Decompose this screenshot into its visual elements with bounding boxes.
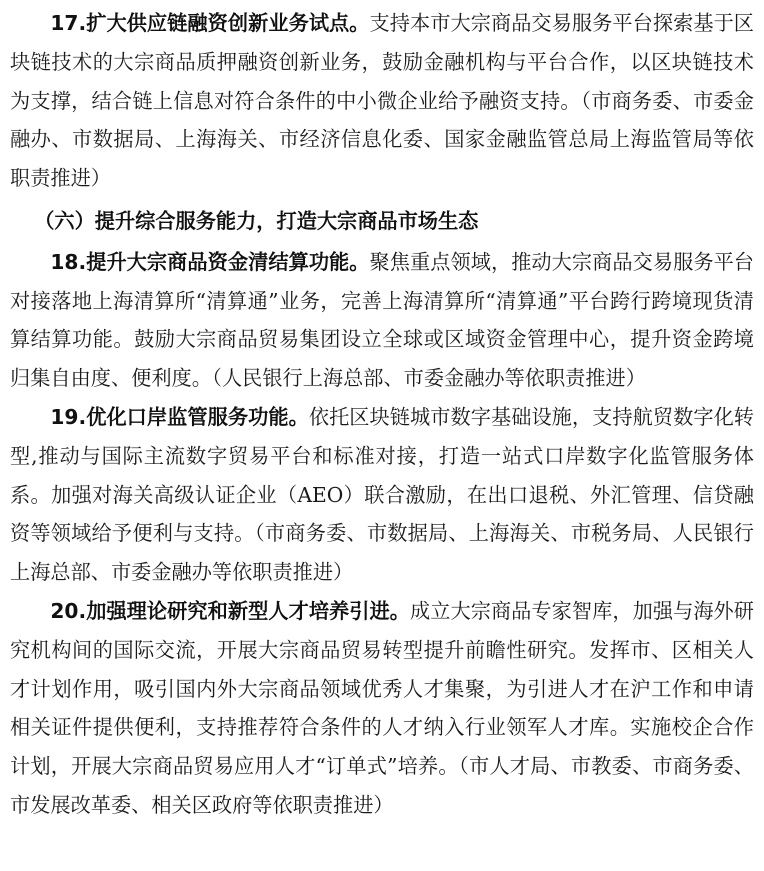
policy-item-body: 聚焦重点领域，推动大宗商品交易服务平台对接落地上海清算所“清算通”业务，完善上海清算所“清算通”平台跨行跨境现货清算结算功能。鼓励大宗商品贸易集团设立全球或区域资金管理中心，提升资金跨境归集自由度、便利度。（人民银行上海总部、市委金融办等依职责推进） bbox=[10, 249, 754, 391]
policy-item-title: 18.提升大宗商品资金清结算功能。 bbox=[50, 249, 370, 274]
policy-item-title: 20.加强理论研究和新型人才培养引进。 bbox=[50, 598, 410, 623]
policy-item-title: 19.优化口岸监管服务功能。 bbox=[50, 404, 309, 429]
section-heading: （六）提升综合服务能力，打造大宗商品市场生态 bbox=[34, 208, 479, 233]
policy-item-18 bbox=[10, 243, 754, 398]
policy-item-title: 17.扩大供应链融资创新业务试点。 bbox=[50, 11, 370, 35]
policy-item-20 bbox=[10, 592, 754, 825]
policy-item-body: 支持本市大宗商品交易服务平台探索基于区块链技术的大宗商品质押融资创新业务，鼓励金融机构与平台合作，以区块链技术为支撑，结合链上信息对符合条件的中小微企业给予融资支持。（市商务委、市委金融办、市数据局、上海海关、市经济信息化委、国家金融监管总局上海监管局等依职责推进） bbox=[10, 11, 754, 191]
policy-item-body: 成立大宗商品专家智库，加强与海外研究机构间的国际交流，开展大宗商品贸易转型提升前瞻性研究。发挥市、区相关人才计划作用，吸引国内外大宗商品领域优秀人才集聚，为引进人才在沪工作和申请相关证件提供便利，支持推荐符合条件的人才纳入行业领军人才库。实施校企合作计划，开展大宗商品贸易应用人才“订单式”培养。（市人才局、市教委、市商务委、市发展改革委、相关区政府等依职责推进） bbox=[10, 598, 754, 817]
policy-item-17 bbox=[10, 4, 754, 198]
policy-item-body: 依托区块链城市数字基础设施，支持航贸数字化转型,推动与国际主流数字贸易平台和标准对接，打造一站式口岸数字化监管服务体系。加强对海关高级认证企业（AEO）联合激励，在出口退税、外汇管理、信贷融资等领域给予便利与支持。（市商务委、市数据局、上海海关、市税务局、人民银行上海总部、市委金融办等依职责推进） bbox=[10, 404, 754, 585]
policy-item-19 bbox=[10, 398, 754, 592]
